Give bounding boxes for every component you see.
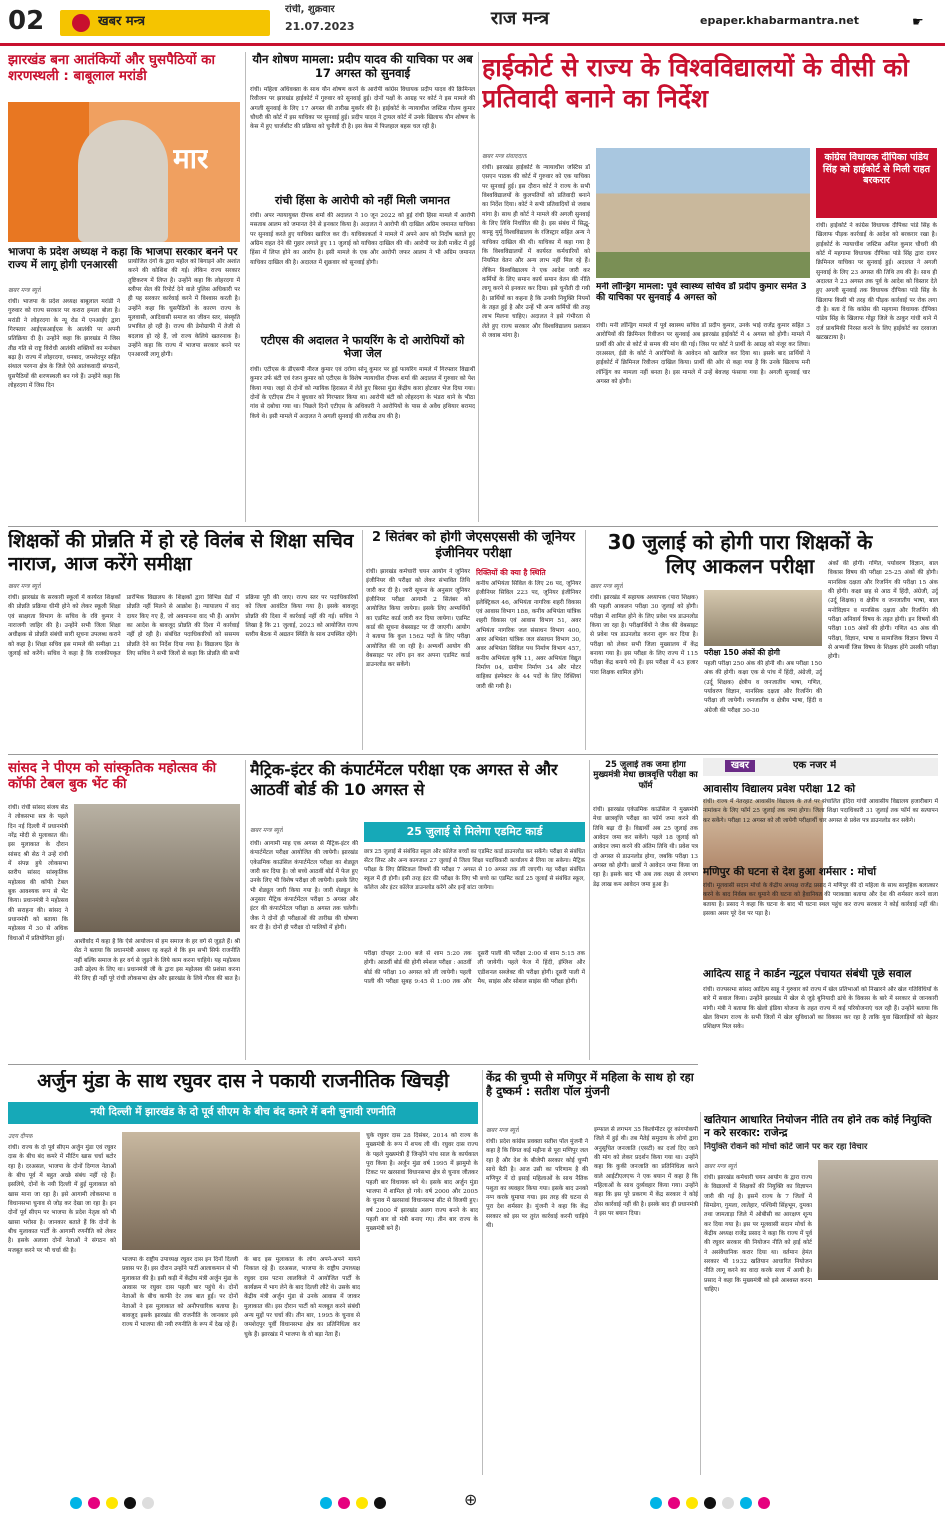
issue-date: 21.07.2023 [285, 20, 355, 33]
brand-name: खबर मन्त्र [98, 14, 146, 29]
article-manipur [486, 1070, 698, 1475]
jssc-box-title: रिक्तियों की क्या है स्थिति [476, 568, 546, 577]
khatiyan-body: रांची। झारखंड कर्मचारी चयन आयोग के द्वारा राज्य के विद्यालयों में शिक्षकों की नियुक्ति का विज्ञापन जारी की गई है। इसमें राज्य के 7 जिलों में सिमडेगा, गुमला, लातेहार, पश्चिमी सिंहभूम, दुमका तथा जामताड़ा जिले में ओबीसी का आरक्षण शून्य कर दिया गया है। इस पर मूलवासी सदान मोर्चा के केंद्रीय अध्यक्ष राजेंद्र प्रसाद ने कहा कि राज्य में पूर्व की रघुवर सरकार की नियोजन नीति को हाई कोर्ट ने असंवैधानिक करार दिया था। वर्तमान हेमंत सरकार भी 1932 खतियान आधारित नियोजन नीति लागू करने का वादा करके सत्ता में आयी है। प्रसाद ने कहा कि मुख्यमंत्री को इसे आश्वस्त करना चाहिए। [704, 1175, 812, 1293]
divider [589, 760, 590, 1060]
hiring-headline: रांची हिंसा के आरोपी को नहीं मिली जमानत [275, 194, 450, 207]
divider [478, 52, 479, 522]
jssc-box-body: कनीय अभियंता सिविल के लिए 26 पद, जूनियर इंजीनियर सिविल 223 पद, जूनियर इंजीनियर इलेक्ट्रिकल 46, अभियंता नागरिक शहरी विकास एवं आवास विभाग 188, कनीय अभियंता यांत्रिक शहरी विकास एवं आवास विभाग 51, अवर अभियंता नागरिक जल संसाधन विभाग 400, अवर अभियंता यांत्रिक जल संसाधन विभाग 30, अवर अभियंता सिविल पथ निर्माण विभाग 457, कनीय अभियंता कृषि 11, अवर अभियंता विद्युत निर्माण 04, ग्रामीण निर्माण 34 और मोटर वाहिका इंस्पेक्टर के 44 पदों के लिए रिक्तियां जारी की गयी है। [476, 581, 581, 690]
teachers-body: रांची। झारखंड के सरकारी स्कूलों में कार्यरत शिक्षकों की प्रोन्नति प्रक्रिया धीमी होने को लेकर स्कूली शिक्षा एवं साक्षरता विभाग के सचिव के रवि कुमार ने नाराजगी जाहिर की है। उन्होंने सभी जिला शिक्षा अधीक्षक से प्रोन्नति संबंधी सारी सूचना उपलब्ध कराने को कहा है। शिक्षा सचिव इस मामले की समीक्षा 21 जुलाई को करेंगे। सचिव ने कहा है कि राजकीयकृत प्रारंभिक विद्यालय के शिक्षकों द्वारा विभिन्न ग्रेडों में प्रोन्नति नहीं मिलने से आक्रोश है। न्यायालय में वाद दायर किए गए हैं, जो अवमानना वाद भी हैं। आयोग का आदेश के बावजूद प्रोन्नति की दिशा में कार्रवाई नहीं हो रही है। संबंधित पदाधिकारियों को ससमय प्रोन्नति देने का निर्देश दिया गया है। विद्यालय हित के लिए सचिव ने सभी जिलों से कहा कि प्रोन्नति की सभी प्रक्रिया पूरी की जाए। राज्य स्तर पर पदाधिकारियों को जिला आवंटित किया गया है। इसके बावजूद प्रोन्नति की दिशा में कार्रवाई नहीं की गई। सचिव ने लिखा है कि 21 जुलाई, 2023 को आयोजित राज्य स्तरीय बैठक में अद्यतन स्थिति के साथ उपस्थित रहेंगे। [8, 595, 358, 657]
crosshair-icon: ⊕ [464, 1490, 478, 1509]
rule [8, 526, 938, 527]
marandi-caption: भाजपा के प्रदेश अध्यक्ष ने कहा कि भाजपा सरकार बनने पर राज्य में लागू होगी एनआरसी [8, 246, 238, 271]
marandi-col1: रांची। भाजपा के प्रदेश अध्यक्ष बाबूलाल मरांडी ने गुरुवार को राज्य सरकार पर करारा हमला बोला है। मरांडी ने लोहरदगा के न्यू रोड में एनआईए द्वारा गिरफ्तार आईएसआईएस के आतंकी पर अपनी प्रतिक्रिया दी है। उन्होंने कहा कि झारखंड में जिस तीव्र गति से राष्ट्र विरोधी आतंकी शक्तियों का मनोबल बढ़ा है। राज्य में लोहरदगा, धनबाद, जमशेदपुर सहित संथाल परगना क्षेत्र के जिले ऐसे आतंकवादी संगठनों, घुसपैठियों की शरणस्थली बन गये हैं। उन्होंने कहा कि लोहरदगा में जिस दिन [8, 299, 120, 389]
arjun-photo [122, 1132, 360, 1250]
arjun-col4: चुके रघुवर दास 28 दिसंबर, 2014 को राज्य के मुख्यमंत्री के रूप में शपथ ली थी। रघुवर दास राज्य के पहले मुख्यमंत्री हैं जिन्होंने पांच साल के कार्यकाल पूरा किया है। अर्जुन मुंडा वर्ष 1995 में झामुमो के टिकट पर खरसावां विधानसभा क्षेत्र से चुनाव जीतकर पहली बार विधायक बने थे। इसके बाद अर्जुन मुंडा भाजपा में शामिल हो गये। वर्ष 2000 और 2005 के चुनाव में खरसावां विधानसभा सीट से विजयी हुए। वर्ष 2000 में झारखंड अलग राज्य बनने के बाद पहली बार वो मंत्री बनाए गए। तीन बार राज्य के मुख्यमंत्री बने हैं। [366, 1133, 478, 1233]
hc-building-photo [596, 148, 810, 278]
article-mukhya [593, 760, 698, 1060]
khatiyan-photo [818, 1160, 938, 1280]
article-para [590, 530, 938, 750]
matric-byline: खबर मन्त्र ब्यूरो [250, 827, 283, 834]
nazar-label: एक नजर में [793, 760, 837, 771]
arjun-col2: भाजपा के राष्ट्रीय उपाध्यक्ष रघुवर दास इन दिनों दिल्ली प्रवास पर हैं। इस दौरान उन्होंने पार्टी आलाकमान से भी मुलाकात की है। इसी कड़ी में केंद्रीय मंत्री अर्जुन मुंडा के आवास पर रघुवर दास पहली बार पहुंचे थे। दोनों नेताओं के बीच काफी देर तक बात हुई। पर दोनों नेताओं ने इस मुलाकात को अनौपचारिक बताया है। बावजूद इसके झारखंड की राजनीति के जानकार इसे राज्य में भाजपा की नयी रणनीति के रूप में देख रहे हैं। [122, 1257, 238, 1329]
jssc-body: रांची। झारखंड कर्मचारी चयन आयोग ने जूनियर इंजीनियर की परीक्षा को लेकर संभावित तिथि जारी कर दी है। जारी सूचना के अनुसार जूनियर इंजीनियर परीक्षा आगामी 2 सितंबर को आयोजित किया जायेगा। इसके लिए अभ्यर्थियों का एडमिट कार्ड जारी कर दिया जायेगा। एडमिट कार्ड की सूचना वेबसाइट पर दी जाएगी। आयोग ने बताया कि कुल 1562 पदों के लिए परीक्षा आयोजित की जा रही है। अभ्यर्थी आयोग की वेबसाइट पर लॉग इन कर अपना एडमिट कार्ड डाउनलोड कर सकेंगे। [366, 569, 470, 669]
divider [362, 530, 363, 750]
masthead [0, 0, 945, 46]
marandi-headline: झारखंड बना आतंकियों और घुसपैठियों का शरणस्थली : बाबूलाल मरांडी [8, 52, 216, 85]
divider [245, 760, 246, 1060]
pointer-icon: ☛ [912, 15, 924, 30]
para-sub-body: पहली परीक्षा 250 अंक की होनी थी। अब परीक्षा 150 अंक की होगी। कक्षा एक से पांच में हिंदी, अंग्रेजी, उर्दू (उर्दू शिक्षक) क्षेत्रीय व जनजातीय भाषा, गणित, पर्यावरण विज्ञान, मानसिक दक्षता और रिजनिंग की परीक्षा ली जायेगी। जनजातीय व क्षेत्रीय भाषा, हिंदी व अंग्रेजी की परीक्षा 30-30 [704, 661, 822, 714]
arjun-col1: रांची। राज्य के दो पूर्व सीएम अर्जुन मुंडा एवं रघुवर दास के बीच बंद कमरे में मीटिंग खास चर्चा बटोर रहा है। दरअसल, भाजपा के दोनों दिग्गज नेताओं के बीच पूर्व में बहुत अच्छे संबंध नहीं रहे हैं। इसलिये, दोनों के नयी दिल्ली में हुई मुलाकात को खास माना जा रहा है। इसे आगामी लोकसभा व विधानसभा चुनाव से जोड़ कर देखा जा रहा है। इन दोनों पूर्व सीएम पर भाजपा के प्रदेश नेतृत्व को भी खासा भरोसा है। जानकार बताते हैं कि दोनों के बीच मुलाकात पार्टी के आगामी रणनीति को लेकर है। इसके अलावा दोनों नेताओं ने संगठन को मजबूत करने पर भी चर्चा की है। [8, 1145, 116, 1254]
mp-col2: आशीर्वाद में कहा है कि ऐसे आयोजन से हम समाज के हर वर्ग से जुड़ते हैं। श्री सेठ ने बताया कि प्रधानमंत्री अवश्य रह कहते थे कि हम सभी सिर्फ राजनीति नहीं बल्कि समाज के हर वर्ग से जुड़ने के लिये काम करना चाहिये। यह महोत्सव उसी उद्देश्य के लिए था। प्रधानमंत्री जी के द्वारा इस महोत्सव की प्रशंसा करना मेरे लिए ही नहीं पूरे रांची लोकसभा क्षेत्र और झारखंड के लिये गौरव की बात है। [74, 939, 240, 983]
matric-headline: मैट्रिक-इंटर की कंपार्टमेंटल परीक्षा एक अगस्त से और आठवीं बोर्ड की 10 अगस्त से [250, 760, 558, 799]
article-jssc [366, 530, 581, 750]
khatiyan-byline: खबर मन्त्र ब्यूरो [704, 1163, 737, 1170]
khatiyan-headline: खतियान आधारित नियोजन नीति तय होने तक कोई नियुक्ति न करे सरकार: राजेन्द्र [704, 1114, 932, 1139]
arjun-banner: नयी दिल्ली में झारखंड के दो पूर्व सीएम के बीच बंद कमरे में बनी चुनावी रणनीति [8, 1102, 478, 1124]
para-col3: अंकों की होगी। गणित, पर्यावरण विज्ञान, बाल विकास विषय की परीक्षा 25-25 अंकों की होगी। मानसिक दक्षता और रिजनिंग की परीक्षा 15 अंक की होगी। कक्षा छह से आठ में हिंदी, अंग्रेजी, उर्दू (उर्दू शिक्षक) व क्षेत्रीय व जनजातीय भाषा, बाल मनोविज्ञान व मानसिक दक्षता और रिजनिंग की परीक्षा अनिवार्य विषय के तहत होगी। इन विषयों की परीक्षा 105 अंकों की होगी। गणित 45 अंक की परीक्षा, विज्ञान, भाषा व सामाजिक विज्ञान विषय में से अभ्यर्थी जिस विषय के शिक्षक होंगे उसकी परीक्षा होगी। [828, 561, 938, 661]
mukhya-headline: 25 जुलाई तक जमा होगा मुख्यमंत्री मेधा छात्रवृत्ति परीक्षा का फॉर्म [593, 760, 698, 791]
jssc-headline: 2 सितंबर को होगी जेएसएससी की जूनियर इंजीनियर परीक्षा [371, 530, 575, 561]
matric-banner-body: छात्र 25 जुलाई से संबंधित स्कूल और कॉलेज बच्चों का एडमिट कार्ड डाउनलोड कर सकेंगे। परीक्षा से संबंधित सेंटर लिस्ट और अन्य कागजात 27 जुलाई से जिला शिक्षा पदाधिकारी कार्यालय से लिया जा सकेगा। मैट्रिक परीक्षा के लिए प्रैक्टिकल विषयों की परीक्षा 7 अगस्त से 10 अगस्त तक ली जाएगी। यह परीक्षा संबंधित स्कूल में ही होगी। इसी तरह इंटर की परीक्षा के लिए भी बच्चे का एडमिट कार्ड 25 जुलाई से संबंधित स्कूल, कॉलेज और इंटर कॉलेज डाउनलोड करेंगे और इन्हें बांटा जायेगा। [364, 849, 585, 891]
article-hc [482, 52, 937, 522]
hc-headline: हाईकोर्ट से राज्य के विश्वविद्यालयों के वीसी को प्रतिवादी बनाने का निर्देश [482, 53, 909, 114]
mp-col1: रांची। रांची सांसद संजय सेठ ने लोकसभा सत्र के पहले दिन नई दिल्ली में प्रधानमंत्री नरेंद्र मोदी से मुलाकात की। इस मुलाकात के दौरान सांसद श्री सेठ ने उन्हें रांची में संपन्न हुये लोकसभा स्तरीय सांसद सांस्कृतिक महोत्सव की कॉफी टेबल बुक आवश्यक रूप से भेंट किया। प्रधानमंत्री ने महोत्सव की सराहना की। सांसद ने प्रधानमंत्री को बताया कि महोत्सव में 30 से अधिक विधाओं में प्रतियोगिता हुई। [8, 805, 68, 942]
rule [8, 754, 938, 755]
page-number: 02 [8, 6, 45, 36]
divider [585, 530, 586, 750]
teachers-byline: खबर मन्त्र ब्यूरो [8, 583, 41, 590]
divider [482, 1070, 483, 1475]
pradeep-body: रांची। महिला अधिवक्ता के साथ यौन शोषण करने के आरोपी कांग्रेस विधायक प्रदीप यादव की क्रिमिनल रिवीजन पर झारखंड हाईकोर्ट में गुरुवार को सुनवाई हुई। दोनों पक्षों के आग्रह पर कोर्ट ने इस मामले की अगली सुनवाई के लिए 17 अगस्त की तारीख मुकर्रर की है। हाईकोर्ट के न्यायाधीश जस्टिस गौतम कुमार चौधरी की कोर्ट में इस याचिका पर सुनवाई हुई। प्रदीप यादव ने ट्रायल कोर्ट में उनके खिलाफ यौन शोषण के केस में हुए चार्जशीट की प्रक्रिया को चुनौती दी है। इस केस में फिलहाल बहस चल रही है। [250, 87, 475, 131]
ats-body: रांची। एटीएस के डीएसपी नीरज कुमार एवं दरोगा सोनू कुमार पर हुई फायरिंग मामले में गिरफ्तार विद्यार्थी कुमार उर्फ बंटी एवं रंजन कुमार को एटीएस के विशेष न्यायाधीश दीपक शर्मा की अदालत में गुरुवार को पेश किया गया। जहां से दोनों को न्यायिक हिरासत में लेते हुए बिरसा मुंडा केंद्रीय कारा होटवार भेज दिया गया। दोनों के एटीएस टीम ने बुधवार को गिरफ्तार किया था। आरोपी बंटी को लोहरदगा के भंडरा थाने के भीठा गांव से दबोचा गया था। पिछले दिनों एटीएस के अधिकारी ने आरोपियों के पास से अवैध हथियार बरामद किये थे। इसी मामले में अदालत ने अगली सुनवाई की तारीख तय की है। [250, 367, 475, 420]
manipur-headline: केंद्र की चुप्पी से मणिपुर में महिला के साथ हो रहा है दुष्कर्म : सतीश पॉल मुंजनी [486, 1070, 694, 1099]
marandi-photo [8, 102, 240, 242]
ats-headline: एटीएस की अदालत ने फायरिंग के दो आरोपियों को भेजा जेल [260, 334, 465, 361]
nazar-item3-body: रांची। राज्यसभा सांसद आदित्य साहू ने गुरुवार को राज्य में खेल प्रतिभाओं को निखारने और खेल गतिविधियों के बारे में सवाल किया। उन्होंने झारखंड में खेल से जुड़े बुनियादी ढांचे के विकास के बारे में सरकार से जानकारी मांगी। मंत्री ने बताया कि खेलो इंडिया योजना के तहत राज्य में कई परियोजनाएं चल रही हैं। उन्होंने बताया कि खेल विभाग राज्य के सभी जिलों में खेल सुविधाओं का विकास कर रहा है ताकि युवा खिलाड़ियों को बेहतर प्रशिक्षण मिल सके। [703, 987, 938, 1031]
matric-body2: परीक्षा दोपहर 2:00 बजे से शाम 5:20 तक होगी। आठवीं बोर्ड की होगी स्पेशल परीक्षा : आठवीं बोर्ड की परीक्षा 10 अगस्त को ली जायेगी। पहली पाली की परीक्षा सुबह 9:45 से 1:00 तक और दूसरी पाली की परीक्षा 2:00 से शाम 5:15 तक ली जायेगी। पहले फेज में हिंदी, इंग्लिश और एडीशनल सब्जेक्ट की परीक्षा होगी। दूसरी पाली में मैथ, साइंस और सोशल साइंस की परीक्षा होगी। [364, 951, 585, 985]
para-body: रांची। झारखंड में सहायक अध्यापक (पारा शिक्षक) की पहली आकलन परीक्षा 30 जुलाई को होगी। परीक्षा में शामिल होने के लिए प्रवेश पत्र डाउनलोड किया जा रहा है। परीक्षार्थियों ने जैक की वेबसाइट से प्रवेश पत्र डाउनलोड करना शुरू कर दिया है। परीक्षा को लेकर सभी जिला मुख्यालय में केंद्र बनाया गया है। इस परीक्षा के लिए राज्य में 115 परीक्षा केंद्र बनाये गये हैं। इस परीक्षा में 43 हजार पारा शिक्षक शामिल होंगे। [590, 595, 698, 676]
para-byline: खबर मन्त्र ब्यूरो [590, 583, 623, 590]
hc-sub-body: रांची। मनी लॉन्ड्रिंग मामले में पूर्व स्वास्थ्य सचिव डॉ प्रदीप कुमार, उनके भाई राजेंद्र कुमार सहित 3 आरोपियों की क्रिमिनल रिवीजन पर सुनवाई अब झारखंड हाईकोर्ट में 4 अगस्त को होगी। मामले में प्रार्थी की ओर से कोर्ट से समय की मांग की गई। जिस पर कोर्ट ने प्रार्थी के आग्रह को मंजूर कर लिया। दरअसल, ईडी के कोर्ट ने आरोपियों के आवेदन को खारिज कर दिया था। इसके बाद प्रार्थियों ने हाईकोर्ट में क्रिमिनल रिवीजन दाखिल किया। प्रार्थी की ओर से कहा गया है कि उनके खिलाफ मनी लॉन्ड्रिंग का मामला नहीं बनता है। इस मामले में उन्हें बेवजह फंसाया गया है। अगली सुनवाई चार अगस्त को होगी। [596, 323, 810, 385]
place-day: रांची, शुक्रवार [285, 4, 335, 15]
nazar-item1-title: आवासीय विद्यालय प्रवेश परीक्षा 12 को [703, 783, 856, 795]
deepika-headline: कांग्रेस विधायक दीपिका पांडेय सिंह को हाईकोर्ट से मिली राहत बरकरार [822, 152, 931, 187]
rule [8, 1064, 698, 1065]
color-dots-mid [320, 1494, 392, 1512]
manipur-col2: इम्फाल से लगभग 35 किलोमीटर दूर कांगपोकपी जिले में हुई थी। तब मैतेई समुदाय के लोगों द्वारा अनुसूचित जनजाति (एसटी) का दर्जा दिए जाने की मांग को लेकर प्रदर्शन किया गया था। उन्होंने कहा कि कुकी जनजाति का प्रतिनिधित्व करने वाले आईटीएलएफ ने एक बयान में कहा है कि महिलाओं के साथ दुर्व्यवहार किया गया। उन्होंने कहा कि इस पूरे प्रकरण में केंद्र सरकार ने कोई ठोस कार्रवाई नहीं की है। इसके बाद ही प्रधानमंत्री ने इस पर बयान दिया। [594, 1127, 698, 1217]
deepika-body: रांची। हाईकोर्ट ने कांग्रेस विधायक दीपिका पांडे सिंह के खिलाफ पीड़क कार्रवाई के आदेश को बरकरार रखा है। हाईकोर्ट के न्यायाधीश जस्टिस अनिल कुमार चौधरी की कोर्ट में महगामा विधायक दीपिका पांडे सिंह द्वारा दायर क्रिमिनल याचिका पर सुनवाई हुई। अदालत ने अगली सुनवाई के लिए 23 अगस्त की तिथि तय की है। साथ ही अदालत ने 23 अगस्त तक पूर्व के आदेश को विस्तार देते हुए अगली सुनवाई तक विधायक दीपिका पांडे सिंह के खिलाफ किसी भी तरह की पीड़क कार्रवाई पर रोक लगा दी है। बता दें कि कांग्रेस की महगामा विधायक दीपिका पांडेय सिंह के खिलाफ गोड्डा जिले के ठाकुर गांधी थाने में दर्ज प्राथमिकी निरस्त करने के लिए हाईकोर्ट का दरवाजा खटखटाया है। [816, 223, 937, 341]
nazar-brand: खबर [725, 760, 755, 772]
nazar-item2-body: रांची। मूलवासी सदान मोर्चा के केंद्रीय अध्यक्ष राजेंद्र प्रसाद ने मणिपुर की दो महिला के साथ सामूहिक बलात्कार करने के बाद निर्वस्त्र कर घुमाने की घटना को हैवानियत की पराकाष्ठा बताया और देश की शर्मसार करने वाला बताया है। प्रसाद ने कहा कि घटना के बाद भी घटना स्थल पहुंच कर राज्य सरकार ने कोई कार्रवाई नहीं की। इसका असर पूरे देश पर पड़ा है। [703, 883, 938, 917]
print-registration-marks [0, 1488, 945, 1512]
color-dots-left [70, 1494, 160, 1512]
pradeep-headline: यौन शोषण मामला: प्रदीप यादव की याचिका पर अब 17 अगस्त को सुनवाई [252, 52, 473, 81]
brand-logo-icon [72, 14, 90, 32]
para-exam-photo [704, 590, 822, 646]
article-teachers [8, 530, 358, 750]
marandi-col2-visible: प्रायोजित दंगों के द्वारा महौल को बिगाड़ने और अशांत करने की कोशिश की गई। लेकिन राज्य सरकार तुष्टिकरण में लिप्त है। उन्होंने कहा कि लोहरदगा में स्लीपर सेल की रिपोर्ट देने वाले पुलिस अधिकारी पर ही यह सरकार कार्रवाई करने में विश्वास करती है। उन्होंने कहा कि घुसपैठियों के कारण राज्य के मूलवासी, आदिवासी समाज का जीवन स्तर, संस्कृति प्रभावित हो रही है। राज्य की डेमोग्राफी में तेजी से बदलाव हो रहे हैं, जो राज्य केलिये खतरनाक है। उन्होंने कहा कि राज्य में भाजपा सरकार बनने पर एनआरसी लागू होगी। [128, 259, 240, 359]
nazar-item2-title: मणिपुर की घटना से देश हुआ शर्मसार : मोर्चा [703, 866, 877, 878]
mukhya-body: रांची। झारखंड एकेडमिक काउंसिल ने मुख्यमंत्री मेधा छात्रवृत्ति परीक्षा का फॉर्म जमा करने की तिथि बढ़ा दी है। विद्यार्थी अब 25 जुलाई तक आवेदन जमा कर सकेंगे। पहले 18 जुलाई को आवेदन जमा करने की अंतिम तिथि थी। प्रवेश पत्र दो अगस्त से डाउनलोड होगा, जबकि परीक्षा 13 अगस्त को होगी। छात्रों ने आवेदन जमा किया जा रहा है। इसके बाद भी अब तक लक्ष्य से लगभग डेढ़ लाख कम आवेदन जमा हुआ है। [593, 807, 698, 888]
hc-sub-headline: मनी लॉन्ड्रिंग मामला: पूर्व स्वास्थ्य सचिव डॉ प्रदीप कुमार समेत 3 की याचिका पर सुनवाई 4 अगस्त को [596, 282, 807, 303]
para-headline: 30 जुलाई को होगी पारा शिक्षकों के लिए आकलन परीक्षा [607, 530, 873, 579]
hc-body: रांची। झारखंड हाईकोर्ट के न्यायाधीश जस्टिस डॉ एसएन पाठक की कोर्ट में गुरुवार को एक याचिका पर सुनवाई हुई। इस दौरान कोर्ट ने राज्य के सभी विश्वविद्यालयों के कुलपतियों को प्रतिवादी बनाने का निर्देश दिया। कोर्ट ने सभी प्रतिवादियों से जवाब मांगा है। साथ ही कोर्ट ने मामले की अगली सुनवाई के लिए तिथि निर्धारित की है। इस संबंध में सिद्धू-कान्हू मुर्मू विश्वविद्यालय के रजिस्ट्रार सहित अन्य ने याचिका दाखिल की थी। याचिका में कहा गया है कि विश्वविद्यालयों में कार्यरत कर्मचारियों को नियमित वेतन और अन्य लाभ नहीं मिल रहे हैं। लेकिन विश्वविद्यालय ने एक आदेश जारी कर कर्मियों के लिए समान कार्य समान वेतन की नीति लागू करने से इनकार कर दिया। इसे चुनौती दी गयी है। प्रार्थियों का कहना है कि उनकी नियुक्ति नियमों के तहत हुई है और उन्हें भी अन्य कर्मियों की तरह लाभ मिलना चाहिए। अदालत ने इसे गंभीरता से लेते हुए राज्य सरकार और विश्वविद्यालय प्रशासन से जवाब मांगा है। [482, 165, 590, 339]
marandi-figure [78, 120, 168, 242]
divider [700, 1112, 701, 1475]
matric-banner: 25 जुलाई से मिलेगा एडमिट कार्ड [364, 822, 585, 842]
nazar-header [703, 758, 938, 776]
nazar-item3-title: आदित्य साहू ने कार्डन न्यूट्रल पंचायत संबंधी पूछे सवाल [703, 968, 912, 980]
matric-body: रांची। आगामी माह एक अगस्त से मैट्रिक-इंटर की कंपार्टमेंटल परीक्षा आयोजित की जायेगी। झारखंड एकेडमिक काउंसिल कंपार्टमेंटल परीक्षा का शेड्यूल जारी कर दिया है। जो बच्चे आठवीं बोर्ड में फेल हुए उनके लिए भी विशेष परीक्षा ली जायेगी। इसके लिए भी शेड्यूल जारी किया गया है। जारी शेड्यूल के अनुसार मैट्रिक कंपार्टमेंटल परीक्षा 5 अगस्त और इंटर की कंपार्टमेंटल परीक्षा 8 अगस्त तक चलेगी। जैक ने दोनों ही परीक्षाओं की तारीख की घोषणा कर दी है। दोनों ही परीक्षा दो पालियों में होगी। [250, 841, 358, 931]
website-url[interactable]: epaper.khabarmantra.net [700, 14, 859, 27]
mp-headline: सांसद ने पीएम को सांस्कृतिक महोत्सव की कॉफी टेबल बुक भेंट की [8, 760, 217, 793]
brand-badge [60, 10, 270, 36]
manipur-col1: रांची। प्रदेश कांग्रेस प्रवक्ता सतीश पॉल मुंजनी ने कहा है कि विगत कई महीना से पूरा मणिपुर जल रहा है और देश के बीजेपी सरकार कोई चुप्पी साधे बैठी है। आज उसी का परिणाम है की मणिपुर में दो इसाई महिलाओं के साथ नैतिक पशुता का व्यवहार किया गया। इसके बाद उनको नग्न करके घुमाया गया। इस तरह की घटना से पूरा देश शर्मसार है। मुंजनी ने कहा कि केंद्र सरकार को इस पर तुरंत कार्रवाई करनी चाहिये थी। [486, 1139, 588, 1229]
teachers-headline: शिक्षकों की प्रोन्नति में हो रहे विलंब से शिक्षा सचिव नाराज, आज करेंगे समीक्षा [8, 530, 354, 576]
article-arjun [8, 1070, 478, 1475]
article-khatiyan [704, 1114, 938, 1475]
para-sub-title: परीक्षा 150 अंकों की होगी [704, 648, 780, 657]
article-pradeep [250, 52, 475, 522]
deepika-box [816, 148, 937, 218]
arjun-headline: अर्जुन मुंडा के साथ रघुवर दास ने पकायी राजनीतिक खिचड़ी [37, 1070, 449, 1092]
hiring-body: रांची। अपर न्यायायुक्त दीपक शर्मा की अदालत ने 10 जून 2022 को हुई रांची हिंसा मामले में आरोपी मसताब आलम को जमानत देने से इनकार किया है। अदालत ने आरोपी की दाखिल अग्रिम जमानत याचिका पर सुनवाई करते हुए याचिका खारिज कर दी। याचिकाकर्ता ने मामले में अपने आप को निर्दोष बताते हुए अग्रिम राहत देने की गुहार लगाते हुए 11 जुलाई को याचिका दाखिल की थी। आरोपी पर डेली मार्केट में हुई हिंसा में लिप्त होने का आरोप है। इसी मामले के एक और आरोपी जफर आलम ने भी अग्रिम जमानत याचिका दाखिल की है। अदालत में शुक्रवार को सुनवाई होगी। [250, 213, 475, 266]
manipur-byline: खबर मन्त्र ब्यूरो [486, 1127, 519, 1134]
section-name: राज मन्त्र [490, 8, 550, 29]
hc-byline: खबर मन्त्र संवाददाता [482, 153, 528, 160]
mp-photo [74, 804, 240, 932]
article-matric [250, 760, 585, 1060]
nazar-item1-body: रांची। राज्य में नेतरहाट आवासीय विद्यालय के तर्ज पर संचालित इंदिरा गांधी आवासीय विद्यालय हजारीबाग में नामांकन के लिए फॉर्म 25 जुलाई तक जमा होगा। जिला शिक्षा पदाधिकारी 31 जुलाई तक फॉर्म का सत्यापन कर सकेंगे। परीक्षा 12 अगस्त को ली जायेगी परीक्षार्थी चार अगस्त से प्रवेश पत्र डाउनलोड कर सकेंगे। [703, 799, 938, 824]
color-dots-right [650, 1494, 776, 1512]
article-mp [8, 760, 240, 1060]
marandi-byline: खबर मन्त्र ब्यूरो [8, 287, 41, 294]
banner-text: मार [173, 142, 209, 175]
arjun-byline: उदय दीपक [8, 1133, 33, 1140]
divider [245, 52, 246, 522]
arjun-col3: के बाद इस मुलाकात के लोग अपने-अपने मायने निकाल रहे हैं। दरअसल, भाजपा के राष्ट्रीय उपाध्यक्ष रघुवर दास पटना लालकिले में आयोजित पार्टी के कार्यक्रम में भाग लेने के बाद दिल्ली लौटे थे। उसके बाद केंद्रीय मंत्री अर्जुन मुंडा से उनके आवास में जाकर मुलाकात की। इस दौरान पार्टी को मजबूत करने संबंधी अन्य मुद्दों पर चर्चा की। तीन बार, 1995 के चुनाव से जमशेदपुर पूर्वी विधानसभा क्षेत्र का प्रतिनिधित्व कर चुके हैं। झारखंड में भाजपा के वो बड़ा नेता हैं। [244, 1257, 360, 1338]
khatiyan-sub: नियुक्ति रोकने को मोर्चा कोर्ट जाने पर कर रहा विचार [704, 1142, 868, 1152]
